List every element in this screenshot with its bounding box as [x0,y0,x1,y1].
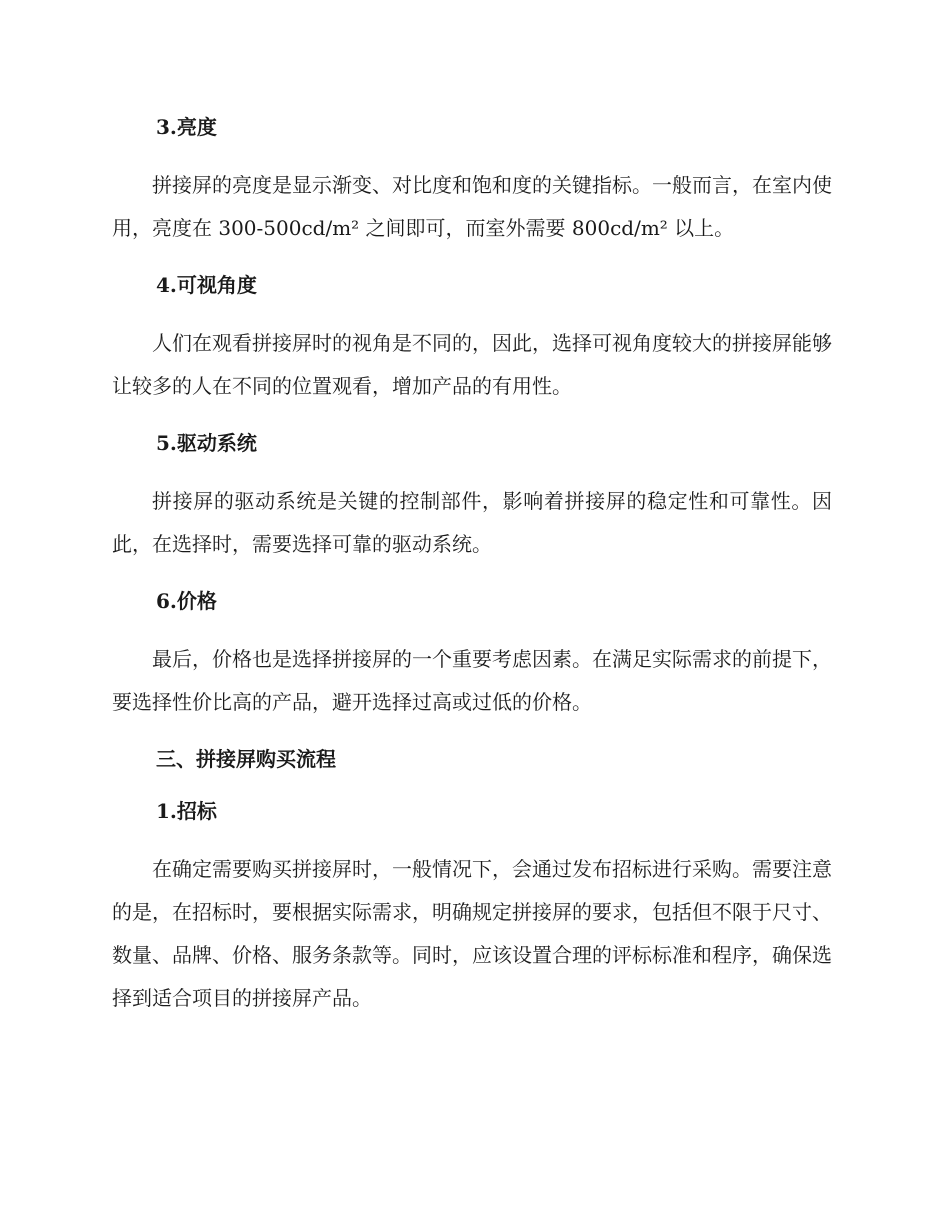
paragraph-viewing-angle: 人们在观看拼接屏时的视角是不同的，因此，选择可视角度较大的拼接屏能够让较多的人在不同的位置观看，增加产品的有用性。 [112,331,832,398]
paragraph-brightness: 拼接屏的亮度是显示渐变、对比度和饱和度的关键指标。一般而言，在室内使用，亮度在 300-500cd/m² 之间即可，而室外需要 800cd/m² 以上。 [112,173,832,240]
chapter-heading-purchase-process: 三、拼接屏购买流程 [156,747,336,771]
paragraph-drive-system: 拼接屏的驱动系统是关键的控制部件，影响着拼接屏的稳定性和可靠性。因此，在选择时，需要选择可靠的驱动系统。 [112,489,832,556]
section-heading-drive-system: 5.驱动系统 [156,431,257,455]
section-heading-brightness: 3.亮度 [156,115,217,139]
document-body [112,108,832,1020]
section-heading-price: 6.价格 [156,589,217,613]
section-heading-bidding: 1.招标 [156,799,217,823]
section-heading-viewing-angle: 4.可视角度 [156,273,257,297]
paragraph-price: 最后，价格也是选择拼接屏的一个重要考虑因素。在满足实际需求的前提下，要选择性价比高的产品，避开选择过高或过低的价格。 [112,647,832,714]
paragraph-bidding: 在确定需要购买拼接屏时，一般情况下，会通过发布招标进行采购。需要注意的是，在招标时，要根据实际需求，明确规定拼接屏的要求，包括但不限于尺寸、数量、品牌、价格、服务条款等。同时，应该设置合理的评标标准和程序，确保选择到适合项目的拼接屏产品。 [112,857,832,1010]
